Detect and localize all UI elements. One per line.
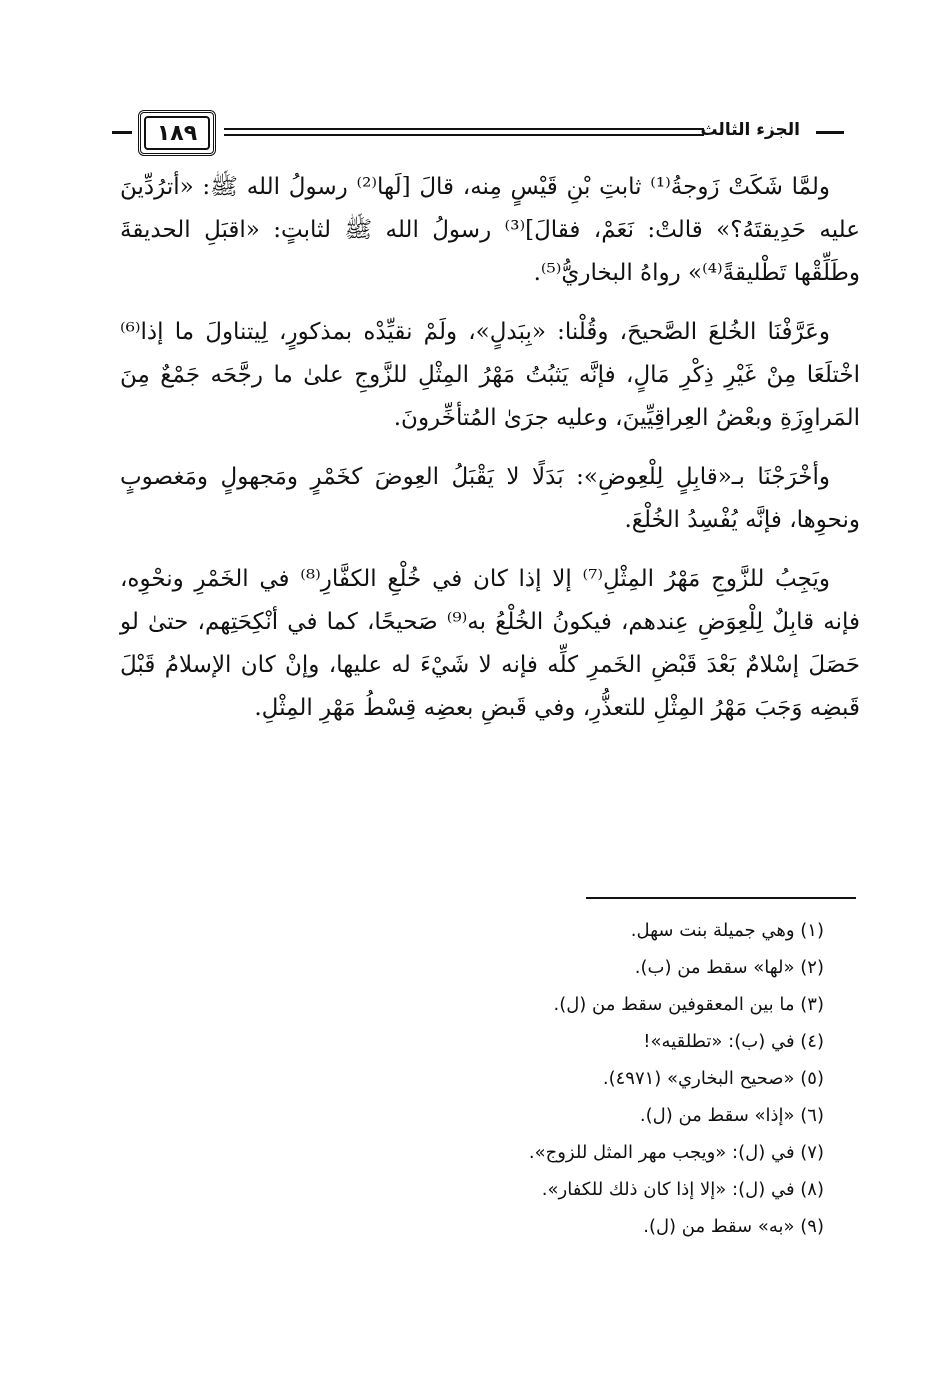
paragraph: وأخْرَجْنَا بـ«قابِلٍ لِلْعِوضِ»: بَدَلًا لا يَقْبَلُ العِوضَ كخَمْرٍ ومَجهولٍ ومَغصوبٍ ونحوِها، فإنَّه يُفْسِدُ الخُلْعَ. xyxy=(120,464,860,533)
paragraph: وعَرَّفْنَا الخُلعَ الصَّحيحَ، وقُلْنا: «بِبَدلٍ»، ولَمْ نقيِّدْه بمذكورٍ، لِيتناولَ ما إذا⁽⁶⁾ اخْتلَعَا مِنْ غَيْرِ ذِكْرِ مَالٍ، فإنَّه يَثبُتُ مَهْرُ المِثْلِ للزَّوجِ علىٰ ما رجَّحَه جَمْعٌ مِنَ المَراوِزَةِ وبعْضُ العِراقِيِّينَ، وعليه جرَىٰ المُتأخِّرونَ. xyxy=(120,319,860,431)
paragraph: ويَجِبُ للزَّوجِ مَهْرُ المِثْلِ⁽⁷⁾ إلا إذا كان في خُلْعِ الكفَّارِ⁽⁸⁾ في الخَمْرِ ونحْوِه، فإنه قابِلٌ لِلْعِوَضِ عِندهم، فيكونُ الخُلْعُ به⁽⁹⁾ صَحيحًا، كما في أنْكِحَتِهم، حتىٰ لو حَصَلَ إسْلامٌ بَعْدَ قَبْضِ الخَمرِ كلِّه فإنه لا شَيْءَ له عليها، وإنْ كان الإسلامُ قَبْلَ قَبضِه وَجَبَ مَهْرُ المِثْلِ للتعذُّرِ، وفي قَبضِ بعضِه قِسْطُ مَهْرِ المِثْلِ. xyxy=(120,566,860,721)
header-rule-right xyxy=(816,131,844,134)
footnote-separator xyxy=(586,897,856,899)
main-text xyxy=(120,166,860,746)
page-header xyxy=(112,108,844,160)
footnote: (٦) «إذا» سقط من (ل). xyxy=(639,1105,824,1126)
footnote: (٧) في (ل): «ويجب مهر المثل للزوج». xyxy=(528,1142,824,1163)
header-double-rule xyxy=(224,128,704,136)
page-number-frame xyxy=(138,110,216,156)
header-rule-left xyxy=(112,131,132,134)
footnote: (٩) «به» سقط من (ل). xyxy=(643,1216,824,1237)
page-number: ١٨٩ xyxy=(144,116,210,150)
footnote: (٥) «صحيح البخاري» (٤٩٧١). xyxy=(602,1068,824,1089)
running-title: الجزء الثالث xyxy=(700,120,800,140)
footnote: (٤) في (ب): «تطلقيه»! xyxy=(643,1031,824,1052)
footnotes-list xyxy=(204,912,824,1245)
footnote: (٨) في (ل): «إلا إذا كان ذلك للكفار». xyxy=(541,1179,824,1200)
footnote: (٣) ما بين المعقوفين سقط من (ل). xyxy=(553,994,824,1015)
paragraph: ولمَّا شَكَتْ زَوجةُ⁽¹⁾ ثابتِ بْنِ قَيْسٍ مِنه، قالَ [لَها⁽²⁾ رسولُ الله ﷺ: «أترُدِّينَ عليه حَدِيقتَهُ؟» قالتْ: نَعَمْ، فقالَ]⁽³⁾ رسولُ الله ﷺ لثابتٍ: «اقبَلِ الحديقةَ وطَلِّقْها تَطْليقةً⁽⁴⁾» رواهُ البخاريُّ⁽⁵⁾. xyxy=(120,174,860,286)
footnote: (١) وهي جميلة بنت سهل. xyxy=(630,920,824,941)
footnote: (٢) «لها» سقط من (ب). xyxy=(634,957,824,978)
